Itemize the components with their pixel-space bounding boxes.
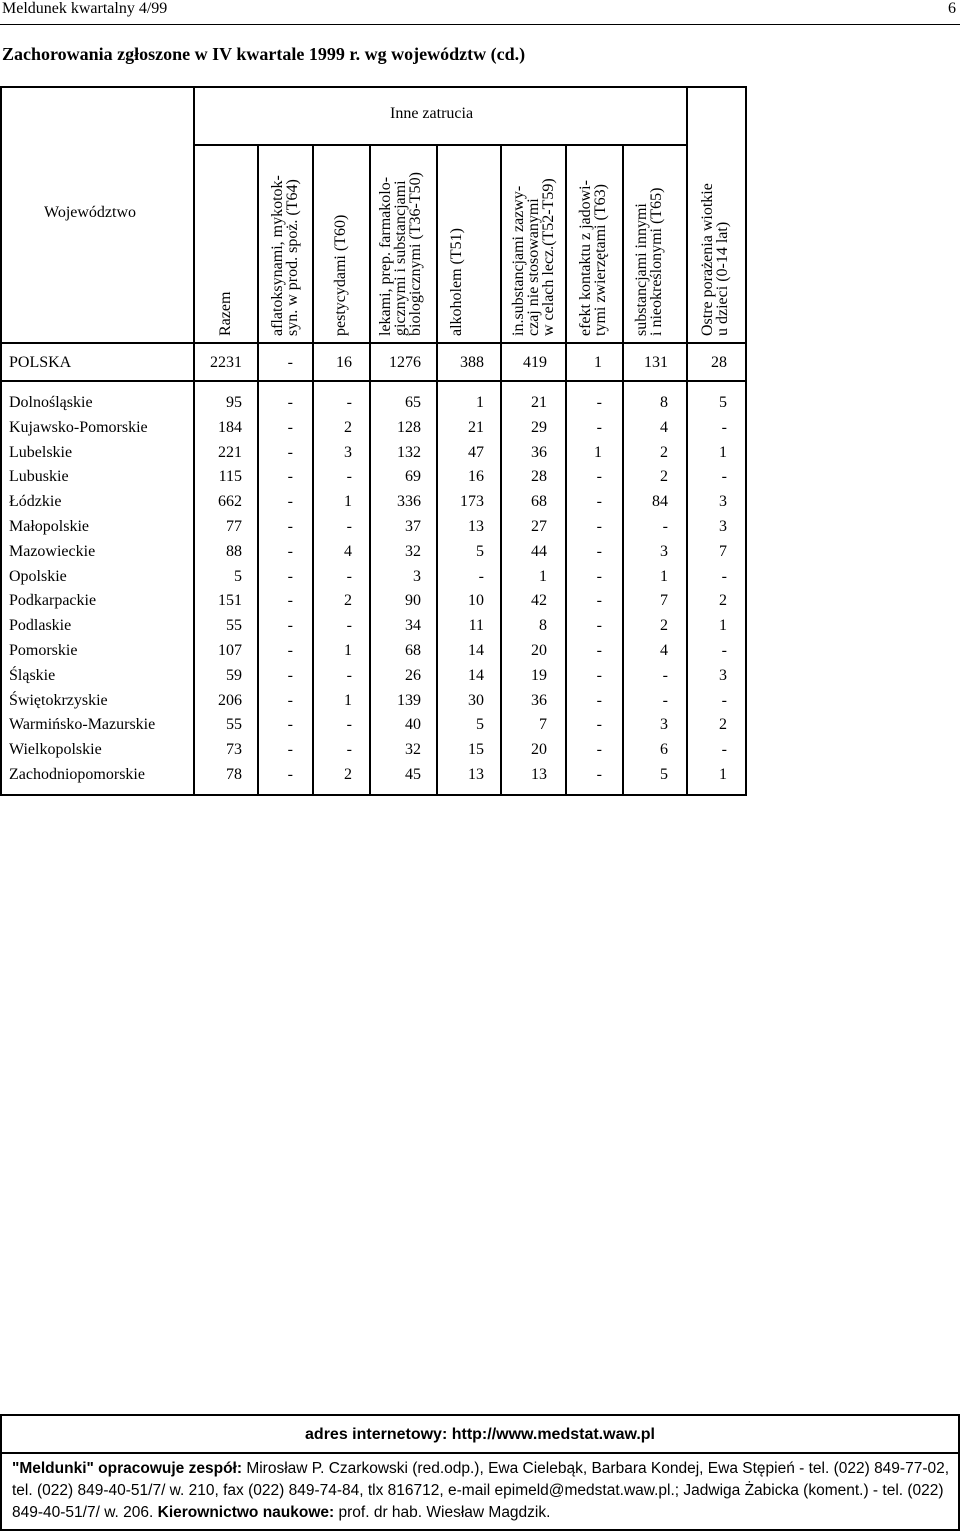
cell-value: 336 (397, 493, 421, 511)
cell-value: 107 (218, 642, 242, 659)
row-name: Wielkopolskie (9, 741, 102, 759)
table-row (0, 541, 747, 565)
page-number: 6 (948, 0, 956, 17)
cell-value: 1 (344, 493, 352, 511)
cell-value: 29 (531, 418, 547, 436)
cell-value: 42 (531, 592, 547, 610)
cell-value: - (596, 592, 602, 610)
cell-value: - (287, 766, 293, 783)
table-row (0, 466, 747, 490)
cell-value: 21 (468, 418, 484, 436)
cell-value: 662 (218, 493, 242, 511)
cell-value: 73 (226, 741, 242, 759)
row-name: Pomorskie (9, 642, 78, 659)
table-row (0, 640, 747, 664)
cell-value: 131 (644, 354, 668, 371)
column-header-line: czaj nie stosowanymi (525, 198, 542, 336)
cell-value: - (721, 567, 727, 585)
row-name: Kujawsko-Pomorskie (9, 418, 148, 436)
footer-separator (2, 1452, 958, 1454)
cell-value: - (287, 741, 293, 759)
cell-value: 151 (218, 592, 242, 610)
row-name: Łódzkie (9, 493, 62, 511)
cell-value: 15 (468, 741, 484, 759)
cell-value: 1 (344, 642, 352, 659)
cell-value: 7 (660, 592, 668, 610)
column-header-line: Razem (217, 291, 234, 336)
page-title: Zachorowania zgłoszone w IV kwartale 1999 r. wg województw (cd.) (2, 44, 526, 64)
cell-value: 13 (468, 766, 484, 783)
cell-value: 2 (344, 418, 352, 436)
row-name: Opolskie (9, 567, 67, 585)
cell-value: 78 (226, 766, 242, 783)
column-header-line: u dzieci (0-14 lat) (714, 221, 731, 336)
cell-value: 68 (405, 642, 421, 659)
cell-value: - (287, 468, 293, 486)
cell-value: 2 (344, 592, 352, 610)
row-name: Podkarpackie (9, 592, 97, 610)
cell-value: 4 (660, 642, 668, 659)
cell-value: 65 (405, 394, 421, 411)
cell-value: 4 (660, 418, 668, 436)
table-row (0, 491, 747, 515)
group-header-label: Inne zatrucia (390, 105, 474, 122)
column-header-line: in.substancjami zazwy- (510, 185, 527, 336)
cell-value: 2 (719, 716, 727, 734)
column-header-line: biologicznymi (T36-T50) (407, 172, 424, 336)
cell-value: - (662, 666, 668, 684)
cell-value: 8 (539, 617, 547, 635)
cell-value: - (721, 691, 727, 709)
table-border-bottom (0, 794, 747, 796)
column-header-line: gicznymi i substancjami (392, 180, 409, 336)
team-text: Mirosław P. Czarkowski (red.odp.), Ewa Cielebąk, Barbara Kondej, Ewa Stępień - tel. (022) 849-77-02, tel. (022) 849-40-51/7/ w. 210, fax (022) 849-74-84, tlx 816712, e-mail epimeld@medstat.waw.pl.; Jadwiga Żabicka (koment.) - tel. (022) 849-40-51/7/ w. 206. (12, 1460, 950, 1521)
cell-value: 7 (719, 542, 727, 560)
cell-value: 20 (531, 642, 547, 659)
cell-value: 2 (660, 617, 668, 635)
footer-box (0, 1414, 960, 1531)
cell-value: 419 (523, 354, 547, 371)
cell-value: - (346, 617, 352, 635)
bulletin-issue: Meldunek kwartalny 4/99 (2, 0, 168, 17)
cell-value: - (287, 394, 293, 411)
table-border-top (0, 86, 747, 88)
cell-value: - (346, 741, 352, 759)
cell-value: - (287, 716, 293, 734)
cell-value: 21 (531, 394, 547, 411)
cell-value: 36 (531, 691, 547, 709)
cell-value: 7 (539, 716, 547, 734)
cell-value: - (596, 394, 602, 411)
cell-value: 95 (226, 394, 242, 411)
cell-value: 55 (226, 617, 242, 635)
row-name: POLSKA (9, 354, 72, 371)
cell-value: - (346, 567, 352, 585)
polska-bottom-line (0, 380, 747, 382)
cell-value: 77 (226, 518, 242, 535)
table-row (0, 665, 747, 689)
cell-value: - (346, 468, 352, 486)
cell-value: - (596, 542, 602, 560)
cell-value: - (596, 766, 602, 783)
cell-value: 2231 (210, 354, 242, 371)
cell-value: - (596, 741, 602, 759)
column-header-line: w celach lecz.(T52-T59) (540, 178, 557, 336)
cell-value: - (478, 567, 484, 585)
cell-value: 19 (531, 666, 547, 684)
cell-value: 1276 (389, 354, 421, 371)
cell-value: 16 (468, 468, 484, 486)
cell-value: - (721, 418, 727, 436)
cell-value: - (596, 716, 602, 734)
cell-value: - (721, 741, 727, 759)
cell-value: 59 (226, 666, 242, 684)
cell-value: 36 (531, 443, 547, 461)
row-name: Dolnośląskie (9, 394, 93, 411)
table-row (0, 417, 747, 441)
data-table (0, 86, 747, 796)
cell-value: 132 (397, 443, 421, 461)
cell-value: - (596, 468, 602, 486)
cell-value: - (287, 418, 293, 436)
cell-value: 27 (531, 518, 547, 535)
cell-value: 128 (397, 418, 421, 436)
cell-value: - (596, 493, 602, 511)
cell-value: 90 (405, 592, 421, 610)
column-header-line: i nieokreślonymi (T65) (648, 187, 665, 336)
row-name: Lubuskie (9, 468, 69, 486)
team-label: "Meldunki" opracowuje zespół: (12, 1460, 243, 1477)
cell-value: - (596, 691, 602, 709)
cell-value: 14 (468, 642, 484, 659)
cell-value: 2 (660, 468, 668, 486)
page-header (0, 0, 960, 25)
row-name: Śląskie (9, 666, 56, 684)
cell-value: 2 (660, 443, 668, 461)
table-row (0, 442, 747, 466)
table-row (0, 392, 747, 416)
cell-value: 1 (660, 567, 668, 585)
cell-value: - (596, 418, 602, 436)
row-name: Lubelskie (9, 443, 73, 461)
column-header-line: tymi zwierzętami (T63) (592, 184, 609, 336)
cell-value: 5 (660, 766, 668, 783)
cell-value: 3 (344, 443, 352, 461)
cell-value: 2 (719, 592, 727, 610)
cell-value: - (287, 666, 293, 684)
column-header-line: pestycydami (T60) (332, 214, 349, 336)
cell-value: - (346, 394, 352, 411)
table-row (0, 566, 747, 590)
cell-value: 32 (405, 542, 421, 560)
column-header-line: aflatoksynami, mykotok- (269, 175, 286, 336)
cell-value: 5 (234, 567, 242, 585)
table-row (0, 739, 747, 763)
cell-value: - (721, 468, 727, 486)
cell-value: - (287, 518, 293, 535)
cell-value: 69 (405, 468, 421, 486)
voivodeship-column-header: Województwo (44, 204, 137, 221)
cell-value: - (721, 642, 727, 659)
cell-value: 173 (460, 493, 484, 511)
cell-value: 1 (594, 443, 602, 461)
cell-value: 5 (719, 394, 727, 411)
cell-value: 3 (719, 493, 727, 511)
cell-value: 1 (476, 394, 484, 411)
cell-value: 55 (226, 716, 242, 734)
cell-value: 139 (397, 691, 421, 709)
management-text: prof. dr hab. Wiesław Magdzik. (334, 1504, 551, 1521)
cell-value: - (596, 642, 602, 659)
table-row (0, 714, 747, 738)
cell-value: 1 (719, 443, 727, 461)
cell-value: 1 (719, 617, 727, 635)
column-header-line: alkoholem (T51) (448, 228, 465, 336)
column-header-line: lekami, prep. farmakolo- (377, 176, 394, 336)
cell-value: 6 (660, 741, 668, 759)
cell-value: - (596, 567, 602, 585)
cell-value: 28 (531, 468, 547, 486)
cell-value: - (346, 518, 352, 535)
table-row (0, 590, 747, 614)
cell-value: 5 (476, 716, 484, 734)
cell-value: 3 (660, 716, 668, 734)
cell-value: 3 (413, 567, 421, 585)
cell-value: - (346, 716, 352, 734)
cell-value: 16 (336, 354, 352, 371)
cell-value: 28 (711, 354, 727, 371)
cell-value: 26 (405, 666, 421, 684)
cell-value: - (287, 493, 293, 511)
row-name: Małopolskie (9, 518, 89, 535)
cell-value: 13 (531, 766, 547, 783)
cell-value: - (662, 691, 668, 709)
cell-value: 206 (218, 691, 242, 709)
cell-value: - (287, 592, 293, 610)
cell-value: 20 (531, 741, 547, 759)
table-row (0, 516, 747, 540)
cell-value: - (287, 617, 293, 635)
cell-value: - (346, 666, 352, 684)
cell-value: 32 (405, 741, 421, 759)
cell-value: - (287, 567, 293, 585)
polska-total-row (0, 352, 747, 376)
row-name: Świętokrzyskie (9, 691, 108, 709)
row-name: Podlaskie (9, 617, 72, 635)
cell-value: - (287, 354, 293, 371)
row-name: Warmińsko-Mazurskie (9, 716, 156, 734)
cell-value: - (662, 518, 668, 535)
cell-value: 388 (460, 354, 484, 371)
group-header-divider (193, 144, 686, 146)
cell-value: 8 (660, 394, 668, 411)
cell-value: 40 (405, 716, 421, 734)
cell-value: 11 (468, 617, 484, 635)
cell-value: 115 (218, 468, 242, 486)
column-header-line: syn. w prod. spoż. (T64) (284, 179, 301, 336)
cell-value: 1 (539, 567, 547, 585)
header-bottom-line (0, 342, 747, 344)
cell-value: 13 (468, 518, 484, 535)
cell-value: 68 (531, 493, 547, 511)
website-address: adres internetowy: http://www.medstat.waw.pl (305, 1426, 655, 1443)
cell-value: - (287, 542, 293, 560)
row-name: Zachodniopomorskie (9, 766, 145, 783)
column-header-line: efekt kontaktu z jadowi- (577, 180, 594, 336)
cell-value: 5 (476, 542, 484, 560)
column-header-line: Ostre porażenia wiotkie (699, 183, 716, 336)
cell-value: 1 (344, 691, 352, 709)
table-row (0, 615, 747, 639)
cell-value: 1 (594, 354, 602, 371)
cell-value: - (596, 518, 602, 535)
row-name: Mazowieckie (9, 542, 96, 560)
cell-value: 44 (531, 542, 547, 560)
cell-value: 47 (468, 443, 484, 461)
cell-value: 221 (218, 443, 242, 461)
cell-value: - (596, 617, 602, 635)
table-row (0, 764, 747, 788)
cell-value: 3 (660, 542, 668, 560)
management-label: Kierownictwo naukowe: (157, 1504, 335, 1521)
cell-value: - (596, 666, 602, 684)
editorial-info (12, 1458, 952, 1524)
cell-value: 1 (719, 766, 727, 783)
cell-value: 14 (468, 666, 484, 684)
cell-value: 3 (719, 666, 727, 684)
cell-value: 34 (405, 617, 421, 635)
column-header-line: substancjami innymi (633, 203, 650, 336)
cell-value: - (287, 642, 293, 659)
table-row (0, 690, 747, 714)
cell-value: - (287, 443, 293, 461)
cell-value: 88 (226, 542, 242, 560)
cell-value: 30 (468, 691, 484, 709)
cell-value: 2 (344, 766, 352, 783)
cell-value: 184 (218, 418, 242, 436)
cell-value: 10 (468, 592, 484, 610)
cell-value: 37 (405, 518, 421, 535)
cell-value: 45 (405, 766, 421, 783)
cell-value: 84 (652, 493, 668, 511)
cell-value: 4 (344, 542, 352, 560)
cell-value: 3 (719, 518, 727, 535)
cell-value: - (287, 691, 293, 709)
